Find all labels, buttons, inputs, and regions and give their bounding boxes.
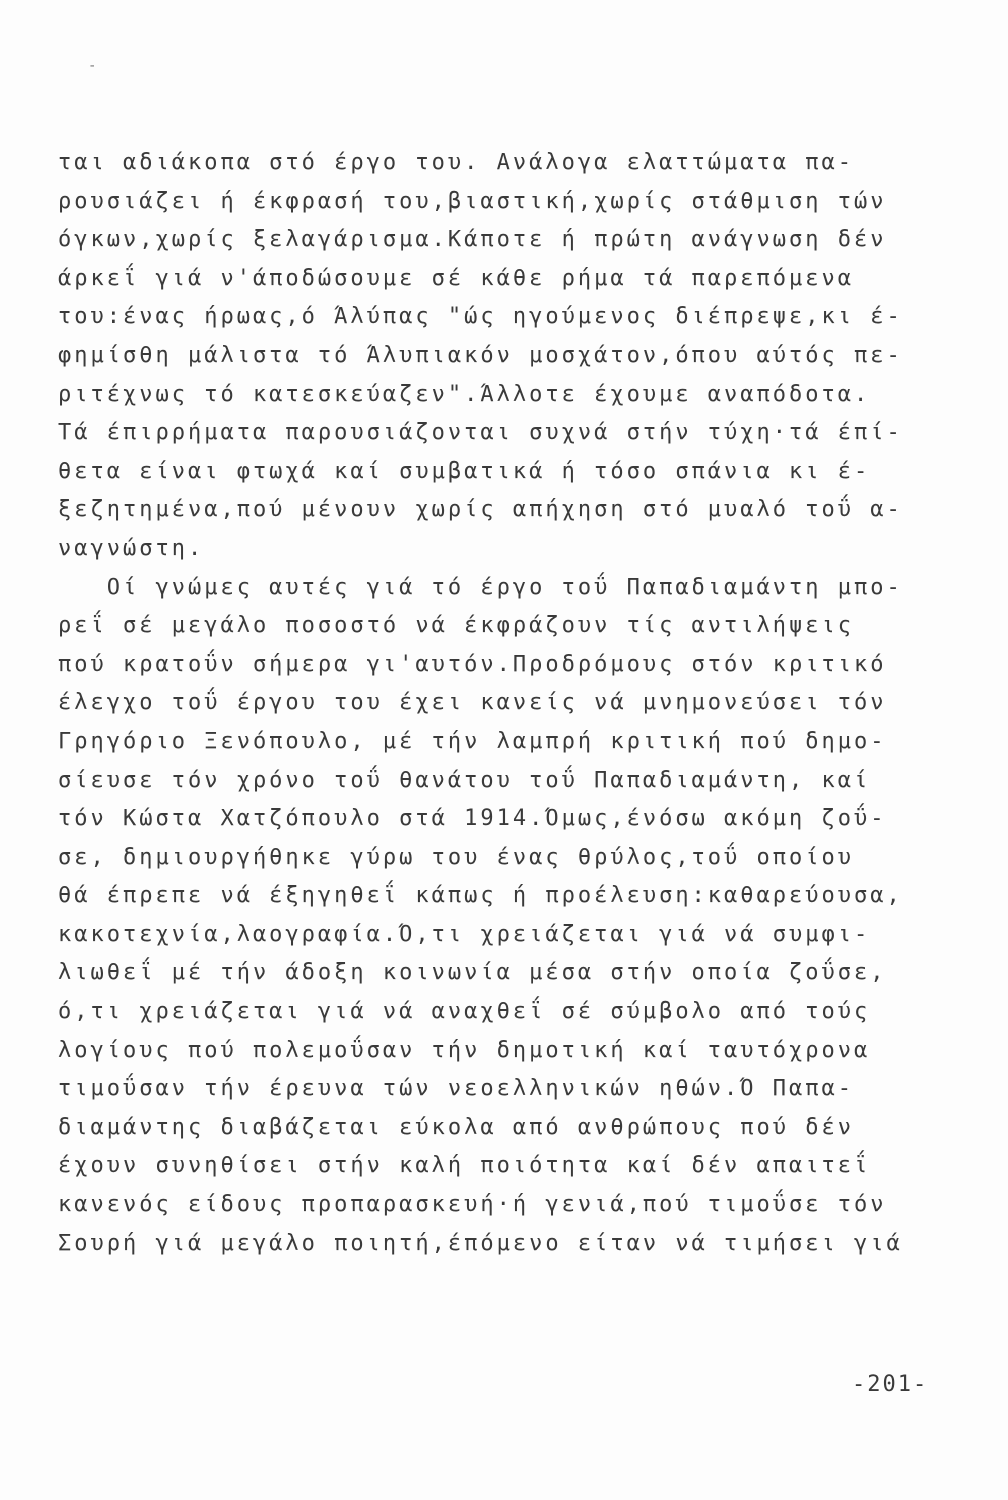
text-line: τιμοΰσαν τήν έρευνα τών νεοελληνικών ηθών.Ό Παπα- (58, 1076, 855, 1102)
body-text (58, 144, 948, 1263)
text-line: ρεΐ σέ μεγάλο ποσοστό νά έκφράζουν τίς αντιλήψεις (58, 613, 855, 639)
text-line: κακοτεχνία,λαογραφία.Ό,τι χρειάζεται γιά νά συμφι- (58, 921, 871, 947)
page-number: -201- (852, 1372, 929, 1397)
text-line: διαμάντης διαβάζεται εύκολα από ανθρώπους πού δέν (58, 1114, 855, 1140)
text-line: ριτέχνως τό κατεσκεύαζεν".Άλλοτε έχουμε αναπόδοτα. (58, 381, 871, 407)
text-line: ρουσιάζει ή έκφρασή του,βιαστική,χωρίς στάθμιση τών (58, 188, 887, 214)
text-line: έχουν συνηθίσει στήν καλή ποιότητα καί δέν απαιτεΐ (58, 1153, 871, 1179)
text-line: θετα είναι φτωχά καί συμβατικά ή τόσο σπάνια κι έ- (58, 458, 871, 484)
text-line: ναγνώστη. (58, 535, 205, 561)
text-line: έλεγχο τοΰ έργου του έχει κανείς νά μνημονεύσει τόν (58, 690, 887, 716)
text-line: φημίσθη μάλιστα τό Άλυπιακόν μοσχάτον,όπου αύτός πε- (58, 342, 903, 368)
text-line: Γρηγόριο Ξενόπουλο, μέ τήν λαμπρή κριτική πού δημο- (58, 728, 887, 754)
text-line: Σουρή γιά μεγάλο ποιητή,έπόμενο είταν νά τιμήσει γιά (58, 1230, 903, 1256)
text-line: Οί γνώμες αυτές γιά τό έργο τοΰ Παπαδιαμάντη μπο- (58, 574, 903, 600)
text-line: κανενός είδους προπαρασκευή·ή γενιά,πού τιμοΰσε τόν (58, 1192, 887, 1218)
text-line: Τά έπιρρήματα παρουσιάζονται συχνά στήν τύχη·τά έπί- (58, 420, 903, 446)
corner-mark: - (88, 58, 97, 74)
text-line: ξεζητημένα,πού μένουν χωρίς απήχηση στό μυαλό τοΰ α- (58, 497, 903, 523)
text-line: τόν Κώστα Χατζόπουλο στά 1914.Όμως,ένόσω ακόμη ζοΰ- (58, 806, 887, 832)
text-line: του:ένας ήρωας,ό Άλύπας "ώς ηγούμενος διέπρεψε,κι έ- (58, 304, 903, 330)
text-line: ται αδιάκοπα στό έργο του. Ανάλογα ελαττώματα πα- (58, 150, 855, 175)
text-line: σε, δημιουργήθηκε γύρω του ένας θρύλος,τοΰ οποίου (58, 844, 855, 870)
text-line: θά έπρεπε νά έξηγηθεΐ κάπως ή προέλευση:καθαρεύουσα, (58, 883, 903, 909)
text-line: λογίους πού πολεμοΰσαν τήν δημοτική καί ταυτόχρονα (58, 1037, 871, 1063)
text-line: σίευσε τόν χρόνο τοΰ θανάτου τοΰ Παπαδιαμάντη, καί (58, 767, 871, 793)
text-line: ό,τι χρειάζεται γιά νά αναχθεΐ σέ σύμβολο από τούς (58, 999, 871, 1025)
text-line: λιωθεΐ μέ τήν άδοξη κοινωνία μέσα στήν οποία ζοΰσε, (58, 960, 887, 986)
text-line: άρκεΐ γιά ν'άποδώσουμε σέ κάθε ρήμα τά παρεπόμενα (58, 265, 855, 291)
text-line: όγκων,χωρίς ξελαγάρισμα.Κάποτε ή πρώτη ανάγνωση δέν (58, 227, 887, 253)
text-line: πού κρατοΰν σήμερα γι'αυτόν.Προδρόμους στόν κριτικό (58, 651, 887, 677)
